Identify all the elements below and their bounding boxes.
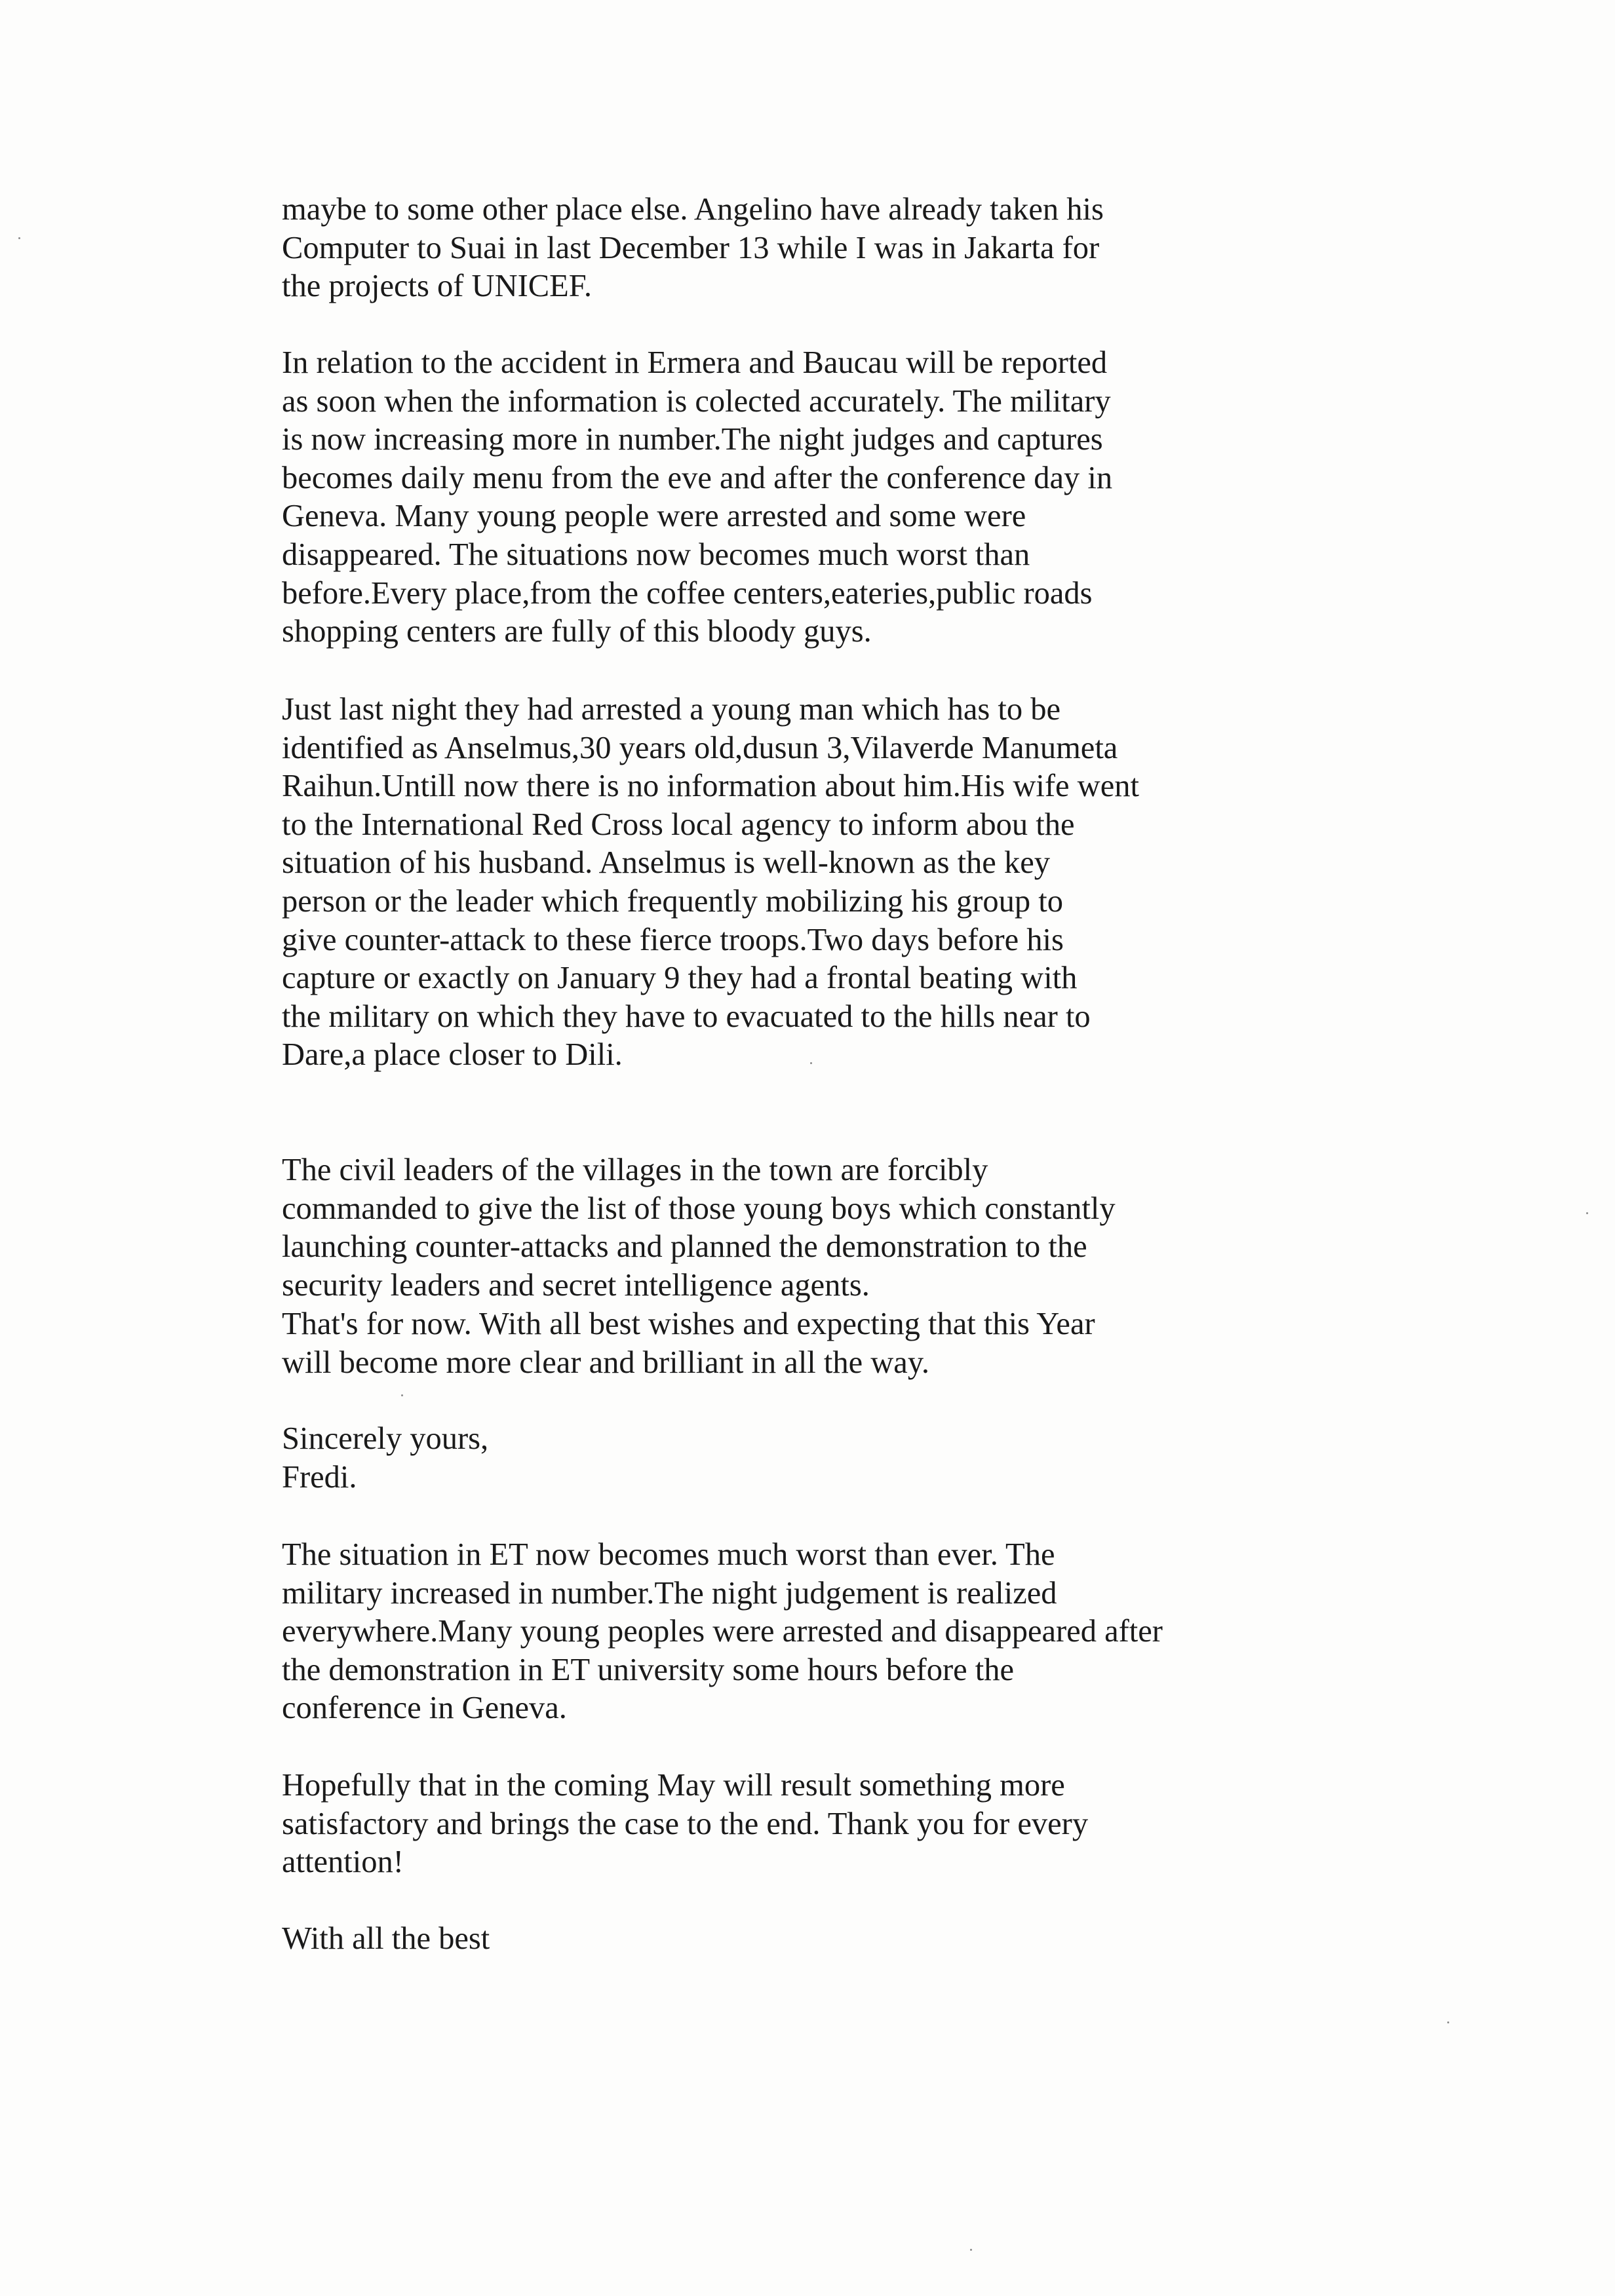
scan-speck [401, 1394, 403, 1396]
paragraph-situation-et: The situation in ET now becomes much worst than ever. The military increased in number.The night judgement is realized everywhere.Many young peoples were arrested and disappeared after the demonstration in ET university some hours before the conference in Geneva. [282, 1537, 1163, 1726]
paragraph-hopefully: Hopefully that in the coming May will result something more satisfactory and brings the case to the end. Thank you for every attention! [282, 1768, 1089, 1880]
closing-line: With all the best [282, 1921, 490, 1956]
paragraph-intro: maybe to some other place else. Angelino have already taken his Computer to Suai in last December 13 while I was in Jakarta for the projects of UNICEF. [282, 192, 1104, 304]
paragraph-best-wishes: That's for now. With all best wishes and expecting that this Year will become more clear and brilliant in all the way. [282, 1307, 1095, 1380]
scan-speck [810, 1062, 812, 1064]
paragraph-civil-leaders: The civil leaders of the villages in the town are forcibly commanded to give the list of those young boys which constantly launching counter-attacks and planned the demonstration to the security leaders and secret intelligence agents. [282, 1153, 1116, 1303]
scan-speck [1586, 1212, 1588, 1214]
paragraph-anselmus-arrest: Just last night they had arrested a young man which has to be identified as Anselmus,30 years old,dusun 3,Vilaverde Manumeta Raihun.Untill now there is no information about him.His wife went to the International Red Cross local agency to inform abou the situation of his husband. Anselmus is well-known as the key person or the leader which frequently mobilizing his group to give counter-attack to these fierce troops.Two days before his capture or exactly on January 9 they had a frontal beating with the military on which they have to evacuated to the hills near to Dare,a place closer to Dili. [282, 692, 1139, 1073]
scan-speck [1447, 2021, 1449, 2023]
scan-speck [970, 2249, 972, 2251]
paragraph-ermera-baucau: In relation to the accident in Ermera and Baucau will be reported as soon when the information is colected accurately. The military is now increasing more in number.The night judges and captures becomes daily menu from the eve and after the conference day in Geneva. Many young people were arrested and some were disappeared. The situations now becomes much worst than before.Every place,from the coffee centers,eateries,public roads shopping centers are fully of this bloody guys. [282, 345, 1113, 649]
scan-speck [18, 237, 20, 239]
signature-block: Sincerely yours, Fredi. [282, 1421, 489, 1495]
